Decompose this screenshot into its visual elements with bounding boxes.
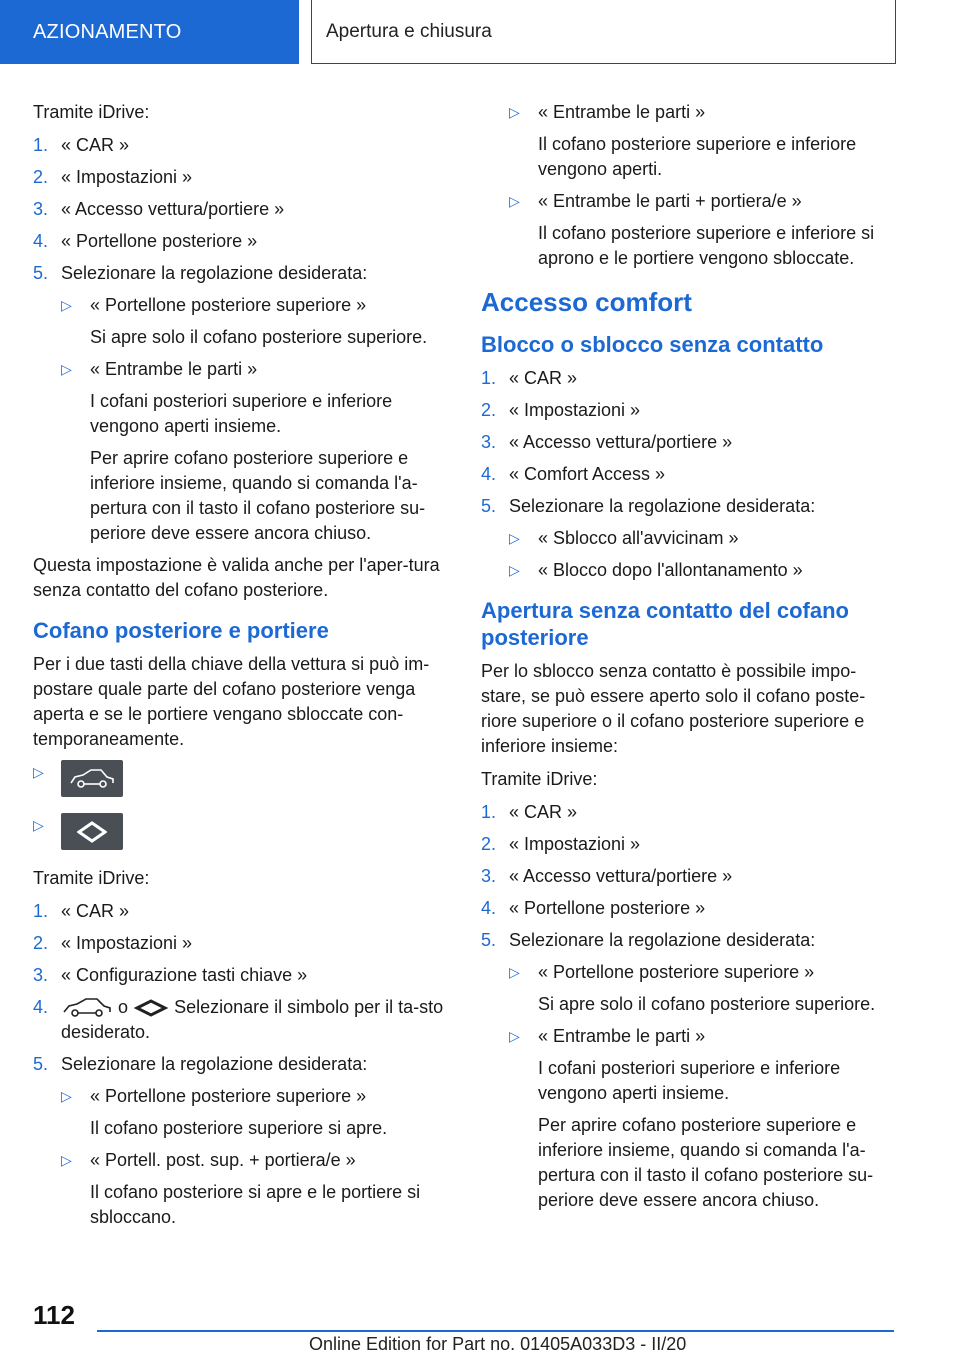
- step-number: 3.: [481, 432, 497, 452]
- step-text: [61, 995, 453, 1045]
- step-3: [481, 864, 901, 889]
- step-number: 1.: [33, 901, 49, 921]
- option-description: Il cofano posteriore superiore si apre.: [90, 1118, 388, 1138]
- option-description: Per aprire cofano posteriore superiore e inferiore insieme, quando si comanda l'a-pertura con il tasto il cofano posteriore su-periore deve essere ancora chiuso.: [538, 1115, 874, 1210]
- key-icon-item: [33, 760, 453, 797]
- option-description: I cofani posteriori superiore e inferiore vengono aperti insieme.: [538, 1058, 841, 1103]
- step-number: 1.: [481, 368, 497, 388]
- triangle-bullet-icon: ▷: [509, 193, 520, 209]
- or-text: o: [118, 997, 129, 1017]
- triangle-bullet-icon: ▷: [61, 361, 72, 377]
- step-3: [481, 430, 901, 455]
- option-label: « Portellone posteriore superiore »: [538, 962, 815, 982]
- car-trunk-key-icon: [61, 760, 123, 797]
- step-text: Selezionare la regolazione desiderata:: [509, 930, 816, 950]
- diamond-key-icon: [61, 813, 123, 850]
- option-description: Si apre solo il cofano posteriore superiore.: [90, 327, 428, 347]
- header-section-tab: AZIONAMENTO: [0, 0, 299, 64]
- cofano-paragraph: Per i due tasti della chiave della vettura si può im-postare quale parte del cofano posteriore venga aperta e se le portiere vengano sbloccate con-temporaneamente.: [33, 654, 430, 749]
- step-text: « Impostazioni »: [509, 834, 641, 854]
- option-item: [509, 558, 901, 583]
- step-2: [481, 832, 901, 857]
- step-number: 4.: [33, 997, 49, 1017]
- step-number: 2.: [33, 167, 49, 187]
- step-5: [33, 1052, 453, 1077]
- option-label: « Blocco dopo l'allontanamento »: [538, 560, 803, 580]
- step-text: « Portellone posteriore »: [509, 898, 706, 918]
- step-4-text: Selezionare il simbolo per il ta-sto desiderato.: [61, 997, 444, 1042]
- triangle-bullet-icon: ▷: [33, 817, 44, 833]
- section-heading-comfort: Accesso comfort: [481, 287, 692, 317]
- step-number: 2.: [481, 400, 497, 420]
- option-description: Il cofano posteriore superiore e inferiore si aprono e le portiere vengono sbloccate.: [538, 223, 875, 268]
- triangle-bullet-icon: ▷: [509, 1028, 520, 1044]
- step-text: « CAR »: [509, 802, 578, 822]
- option-item: [509, 100, 901, 125]
- step-number: 1.: [481, 802, 497, 822]
- apertura-paragraph: Per lo sblocco senza contatto è possibile impo-stare, se può essere aperto solo il cofano poste-riore superiore o il cofano posteriore superiore e inferiore insieme:: [481, 661, 866, 756]
- option-item: [509, 1024, 901, 1049]
- step-number: 2.: [33, 933, 49, 953]
- option-item: [61, 1148, 453, 1173]
- option-label: « Portellone posteriore superiore »: [90, 1086, 367, 1106]
- section-heading-apertura: Apertura senza contatto del cofano posteriore: [481, 598, 849, 650]
- key-icon-item: [33, 813, 453, 850]
- option-label: « Entrambe le parti »: [538, 102, 706, 122]
- triangle-bullet-icon: ▷: [61, 1088, 72, 1104]
- option-description: Si apre solo il cofano posteriore superiore.: [538, 994, 876, 1014]
- step-number: 1.: [33, 135, 49, 155]
- step-5: [481, 928, 901, 953]
- left-column: [33, 100, 453, 1237]
- step-4: [33, 229, 453, 254]
- step-text: « Impostazioni »: [61, 933, 193, 953]
- intro-text: Tramite iDrive:: [481, 769, 598, 789]
- step-4: [481, 462, 901, 487]
- step-1: [33, 899, 453, 924]
- step-number: 3.: [481, 866, 497, 886]
- step-text: « CAR »: [61, 135, 130, 155]
- step-number: 3.: [33, 199, 49, 219]
- step-number: 5.: [481, 496, 497, 516]
- option-item: [61, 357, 453, 382]
- step-5: [33, 261, 453, 286]
- option-label: « Sblocco all'avvicinam »: [538, 528, 739, 548]
- step-number: 5.: [481, 930, 497, 950]
- section-heading-blocco: Blocco o sblocco senza contatto: [481, 332, 824, 357]
- step-text: Selezionare la regolazione desiderata:: [61, 1054, 368, 1074]
- step-number: 5.: [33, 1054, 49, 1074]
- option-label: « Portell. post. sup. + portiera/e »: [90, 1150, 356, 1170]
- triangle-bullet-icon: ▷: [509, 964, 520, 980]
- step-text: « CAR »: [509, 368, 578, 388]
- step-2: [33, 165, 453, 190]
- step-text: « Impostazioni »: [509, 400, 641, 420]
- step-text: « Accesso vettura/portiere »: [509, 866, 733, 886]
- option-description: Il cofano posteriore si apre e le portiere si sbloccano.: [90, 1182, 421, 1227]
- option-label: « Entrambe le parti »: [538, 1026, 706, 1046]
- intro-text: Tramite iDrive:: [33, 868, 150, 888]
- step-text: Selezionare la regolazione desiderata:: [61, 263, 368, 283]
- step-number: 3.: [33, 965, 49, 985]
- option-description: Il cofano posteriore superiore e inferiore vengono aperti.: [538, 134, 857, 179]
- step-3: [33, 963, 453, 988]
- step-2: [33, 931, 453, 956]
- step-1: [481, 800, 901, 825]
- option-item: [509, 189, 901, 214]
- step-number: 4.: [33, 231, 49, 251]
- step-text: « Impostazioni »: [61, 167, 193, 187]
- triangle-bullet-icon: ▷: [509, 104, 520, 120]
- step-4: [481, 896, 901, 921]
- triangle-bullet-icon: ▷: [61, 1152, 72, 1168]
- step-1: [33, 133, 453, 158]
- option-label: « Entrambe le parti + portiera/e »: [538, 191, 802, 211]
- step-3: [33, 197, 453, 222]
- step-text: « Comfort Access »: [509, 464, 666, 484]
- step-text: « Accesso vettura/portiere »: [61, 199, 285, 219]
- footer-divider: [97, 1330, 894, 1332]
- step-number: 5.: [33, 263, 49, 283]
- step-number: 4.: [481, 464, 497, 484]
- option-item: [61, 293, 453, 318]
- step-number: 4.: [481, 898, 497, 918]
- option-label: « Entrambe le parti »: [90, 359, 258, 379]
- step-text: « Accesso vettura/portiere »: [509, 432, 733, 452]
- triangle-bullet-icon: ▷: [61, 297, 72, 313]
- page-number: 112: [33, 1300, 75, 1330]
- step-5: [481, 494, 901, 519]
- edition-text: Online Edition for Part no. 01405A033D3 - II/20: [309, 1334, 687, 1354]
- step-text: Selezionare la regolazione desiderata:: [509, 496, 816, 516]
- option-label: « Portellone posteriore superiore »: [90, 295, 367, 315]
- option-item: [61, 1084, 453, 1109]
- triangle-bullet-icon: ▷: [509, 530, 520, 546]
- header-chapter-title: Apertura e chiusura: [311, 0, 896, 64]
- triangle-bullet-icon: ▷: [33, 764, 44, 780]
- triangle-bullet-icon: ▷: [509, 562, 520, 578]
- section-heading-cofano: Cofano posteriore e portiere: [33, 618, 329, 643]
- option-description: I cofani posteriori superiore e inferiore vengono aperti insieme.: [90, 391, 393, 436]
- intro-text: Tramite iDrive:: [33, 102, 150, 122]
- step-1: [481, 366, 901, 391]
- step-text: « CAR »: [61, 901, 130, 921]
- option-item: [509, 960, 901, 985]
- step-number: 2.: [481, 834, 497, 854]
- option-item: [509, 526, 901, 551]
- step-4: [33, 995, 453, 1045]
- note-text: Questa impostazione è valida anche per l'aper-tura senza contatto del cofano posteriore.: [33, 555, 440, 600]
- right-column: [481, 100, 901, 1220]
- diamond-icon: [133, 999, 169, 1017]
- step-text: « Portellone posteriore »: [61, 231, 258, 251]
- car-trunk-icon: [61, 997, 113, 1019]
- step-text: « Configurazione tasti chiave »: [61, 965, 308, 985]
- step-2: [481, 398, 901, 423]
- option-description: Per aprire cofano posteriore superiore e inferiore insieme, quando si comanda l'a-pertura con il tasto il cofano posteriore su-periore deve essere ancora chiuso.: [90, 448, 426, 543]
